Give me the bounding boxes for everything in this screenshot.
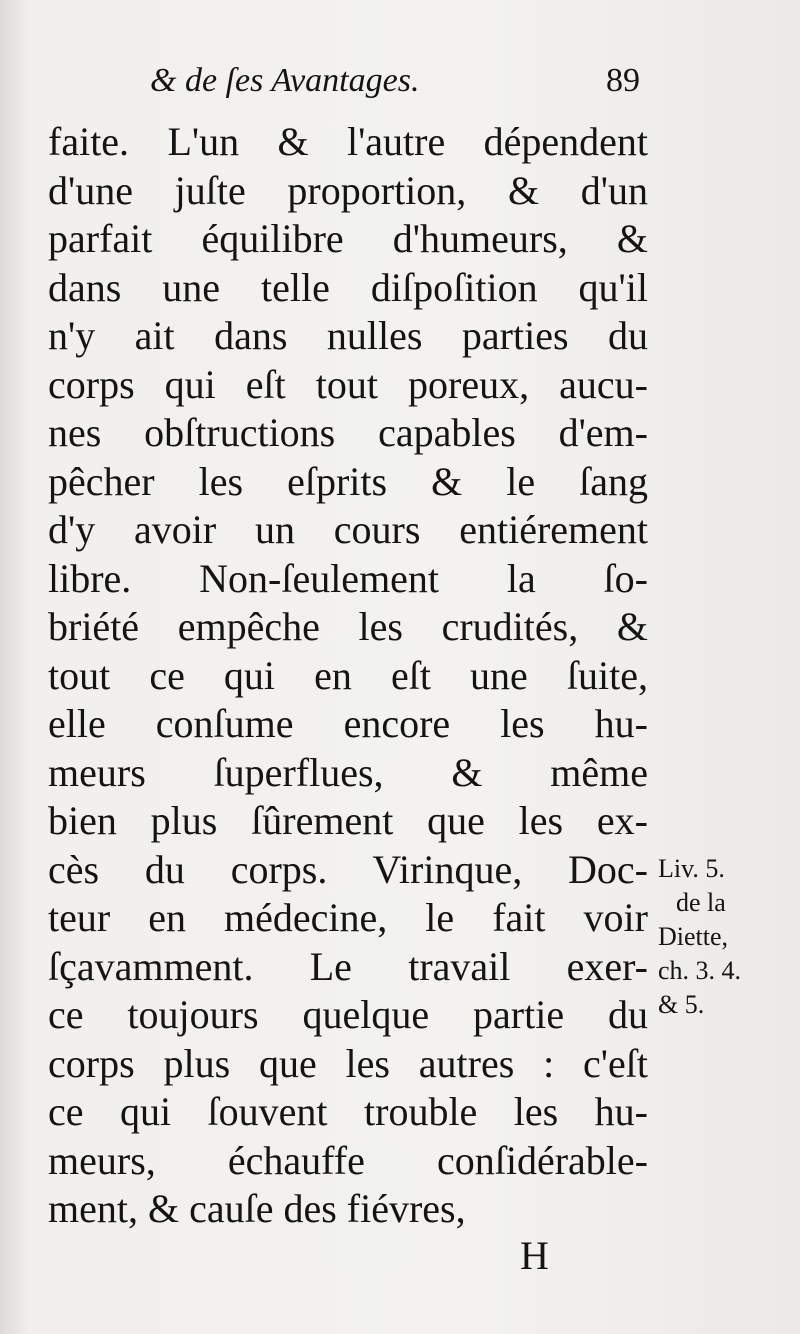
text-line: ce toujours quelque partie du <box>48 992 648 1037</box>
text-line: tout ce qui en eſt une ſuite, <box>48 652 648 698</box>
margin-note-line: ch. 3. 4. <box>658 956 742 985</box>
text-line: n'y ait dans nulles parties du <box>48 313 648 358</box>
text-line: d'une juſte proportion, & d'un <box>48 167 648 213</box>
margin-note <box>658 852 768 1022</box>
signature-mark: H <box>520 1233 549 1278</box>
text-line: parfait équilibre d'humeurs, & <box>48 216 648 261</box>
text-line: nes obſtructions capables d'em- <box>48 410 648 455</box>
margin-note-line: & 5. <box>658 990 705 1019</box>
text-line: meurs, échauffe conſidérable- <box>48 1137 648 1183</box>
text-line: corps plus que les autres : c'eſt <box>48 1040 648 1086</box>
text-line: libre. Non-ſeulement la ſo- <box>48 555 648 601</box>
text-line: briété empêche les crudités, & <box>48 604 648 649</box>
text-line: teur en médecine, le fait voir <box>48 895 648 940</box>
running-title: & de ſes Avantages. <box>150 62 420 99</box>
text-line: ſçavamment. Le travail exer- <box>48 943 648 989</box>
text-line: elle conſume encore les hu- <box>48 701 648 746</box>
text-line: dans une telle diſpoſition qu'il <box>48 264 648 310</box>
text-line: bien plus ſûrement que les ex- <box>48 798 648 843</box>
margin-note-line: Diette, <box>658 922 729 951</box>
text-line: d'y avoir un cours entiérement <box>48 507 648 552</box>
text-line: meurs ſuperflues, & même <box>48 749 648 795</box>
running-header <box>150 56 640 106</box>
text-line: pêcher les eſprits & le ſang <box>48 458 648 504</box>
text-line: ce qui ſouvent trouble les hu- <box>48 1089 648 1134</box>
text-line: corps qui eſt tout poreux, aucu- <box>48 361 648 407</box>
page-number: 89 <box>606 62 640 99</box>
body-text <box>48 118 648 1234</box>
text-line: ment, & cauſe des fiévres, <box>48 1186 466 1231</box>
margin-note-line: Liv. 5. <box>658 854 725 883</box>
margin-note-line: de la <box>676 888 726 917</box>
text-line: cès du corps. Virinque, Doc- <box>48 846 648 892</box>
text-line: faite. L'un & l'autre dépendent <box>48 119 648 164</box>
